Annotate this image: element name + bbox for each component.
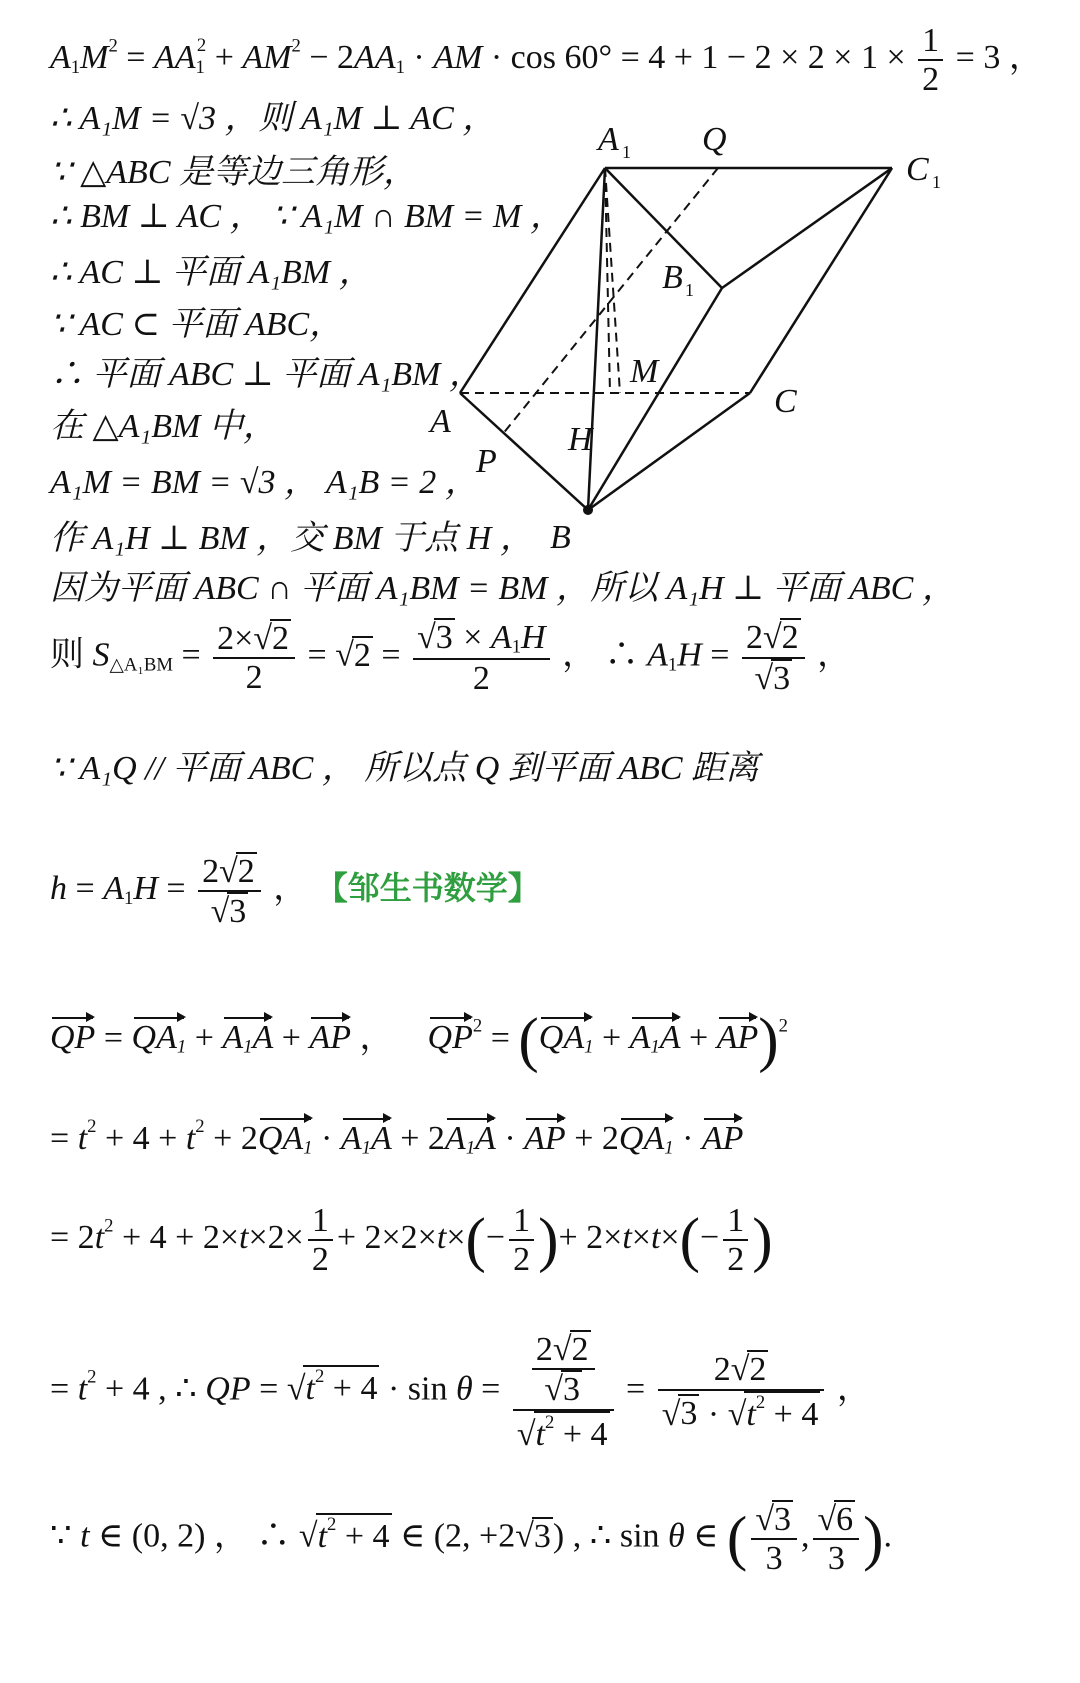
equation-vector-sum: QP = $QA_1 + A_1A$ + AP ， $QP^2 = (QA_1 + A_1A + AP)^2$ (50, 1006, 788, 1074)
text-line-2: ∴ A₁M = √3 ，则 A₁M ⊥ AC ， (50, 100, 497, 137)
label-M: M (630, 353, 659, 390)
label-C1: C (906, 151, 929, 188)
equation-distance-h: $h = A_1H$ = $\frac{2√2}{√3}$ ， 【邹生书数学】 (50, 853, 540, 931)
prism-figure (430, 120, 980, 570)
label-A1: A (598, 121, 619, 158)
svg-text:1: 1 (685, 280, 694, 300)
equation-expansion-2: = $2t^2 + 4 + 2\times t\times 2\times$ $\frac{1}{2}$ + 2×2×t×(− $\frac{1}{2}$ )+ 2×t×t×(− $\frac{1}{2}$ ) (50, 1202, 773, 1279)
equation-sine-theta: = $t^2 + 4$ , ∴ QP = $√t^2 + 4 \cdot \sin \theta$ = $\frac{\frac{2√2}{√3}}{√t^2 + 4}$ = $\frac{2√2}{√3 \cdot √t^2 + 4}$ ， (50, 1331, 871, 1453)
equation-range: ∵ t ∈ (0, 2) ， ∴ $√t^2 + 4$ ∈ (2, +2√3) , ∴ sin θ ∈ ( $\frac{√3}{3}$ , $\frac{√6}{3}$ ). (50, 1501, 893, 1578)
text-line-7: ∴ 平面 ABC ⊥ 平面 A₁BM ， (50, 356, 483, 393)
text-line-8: 在 △A₁BM 中， (50, 408, 277, 445)
text-line-5: ∴ AC ⊥ 平面 A₁BM ， (50, 254, 373, 291)
text-line-9: A₁M = BM = √3 ， A₁B = 2 ， (50, 464, 479, 501)
text-line-10: 作 A₁H ⊥ BM ，交 BM 于点 H ， (50, 520, 534, 557)
text-line-13: ∵ A₁Q // 平面 ABC ， 所以点 Q 到平面 ABC 距离 (50, 750, 760, 787)
label-B: B (550, 519, 571, 556)
label-Q: Q (702, 121, 727, 158)
svg-text:1: 1 (622, 142, 631, 162)
text-line-6: ∵ AC ⊂ 平面 ABC， (50, 306, 344, 343)
label-C: C (774, 383, 797, 420)
text-line-3: ∵ △ABC 是等边三角形， (50, 154, 417, 191)
equation-triangle-area: 则 $S_{\triangle A_1BM}$ = $\frac{2\times√2}{2}$ = √2 = $\frac{√3 \times A_1H}{2}$ ， ∴ $A_1H$ = $\frac{2√2}{√3}$ ， (50, 619, 852, 698)
svg-text:1: 1 (932, 172, 941, 192)
label-B1: B (662, 259, 683, 296)
label-P: P (476, 443, 497, 480)
brand-watermark: 【邹生书数学】 (315, 869, 540, 908)
equation-expansion-1: = $t^2 + 4 + t^2 + 2QA_1 \cdot A_1A + 2A_1A$ · AP + $2QA_1$ · AP (50, 1116, 744, 1159)
label-H: H (568, 421, 593, 458)
text-line-11: 因为平面 ABC ∩ 平面 A₁BM = BM ，所以 A₁H ⊥ 平面 ABC ， (50, 570, 956, 607)
equation-cosine-law: $A_1M^2 = AA_1^2 + AM^2 - 2AA_1$ · AM · cos 60° = 4 + 1 − 2 × 2 × 1 × $\frac{1}{2}$ = 3 ， (50, 22, 1043, 99)
label-A: A (430, 403, 451, 440)
text-line-4: ∴ BM ⊥ AC ， ∵ A₁M ∩ BM = M ， (50, 198, 564, 235)
